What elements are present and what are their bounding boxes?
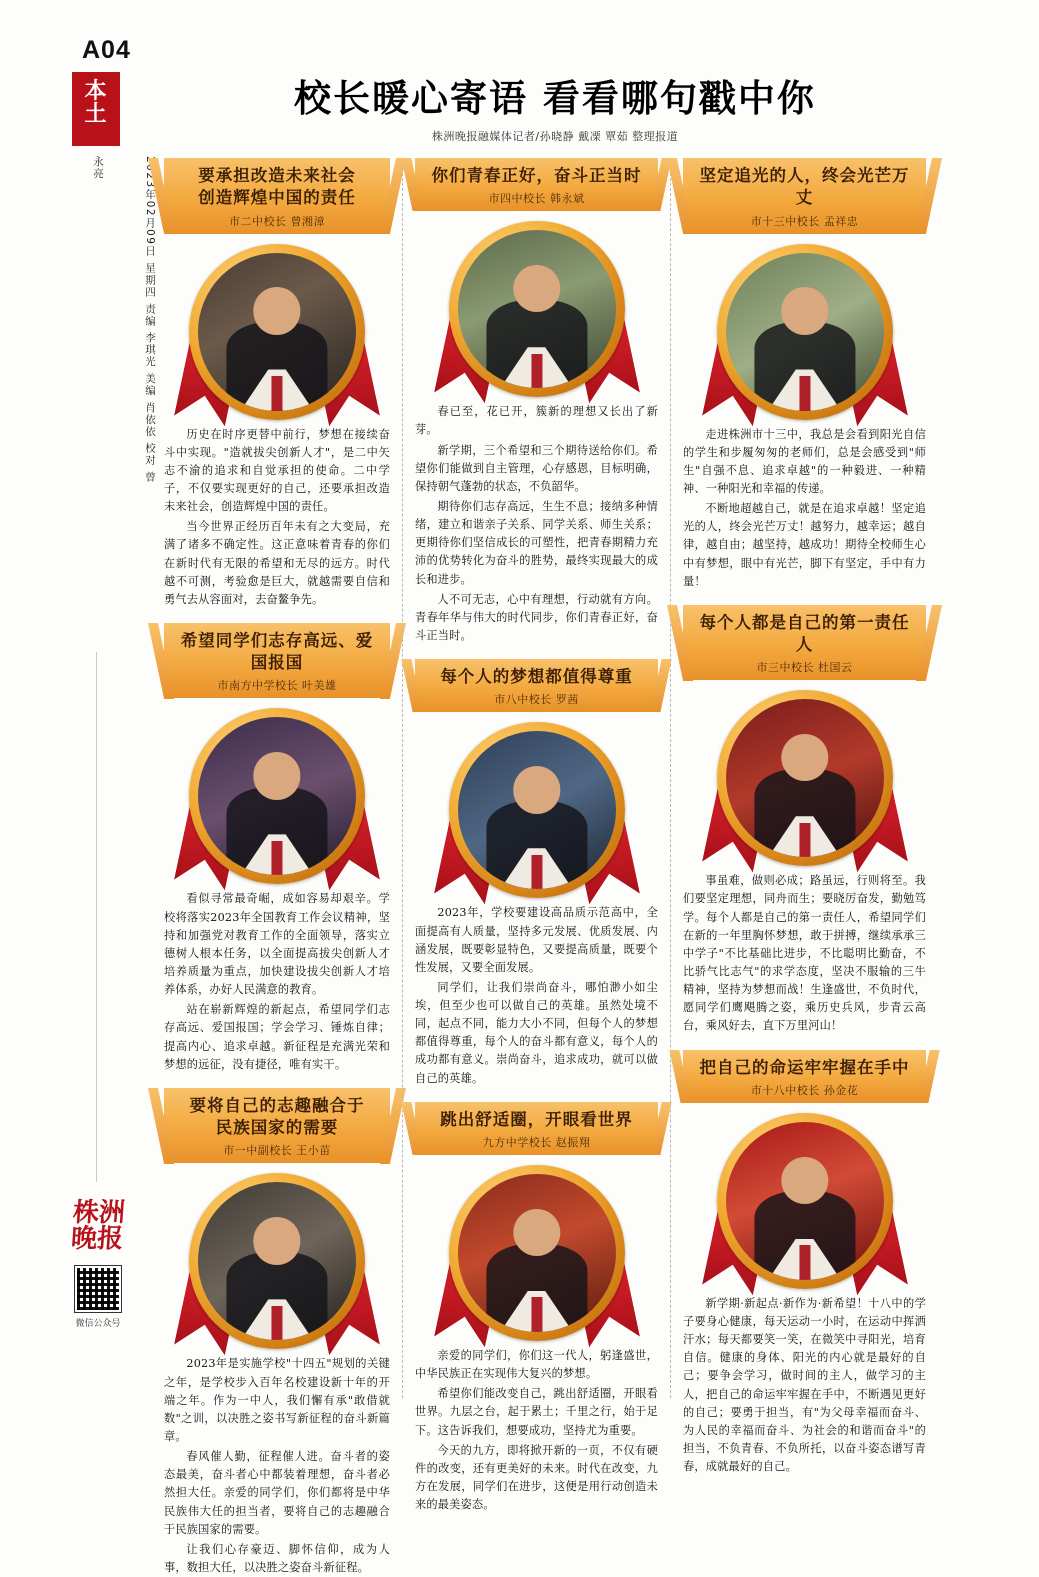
portrait-background: [198, 717, 356, 875]
article-title: 把自己的命运牢牢握在手中: [699, 1057, 910, 1077]
article-title: 要将自己的志趣融合于 民族国家的需要: [189, 1095, 365, 1138]
article-title: 每个人都是自己的第一责任人: [699, 612, 910, 655]
article-title-plate: [415, 158, 658, 211]
portrait-medal: [189, 244, 365, 420]
article-attribution: 市一中副校长 王小苗: [223, 1144, 331, 1158]
portrait-medal: [717, 690, 893, 866]
article-attribution: 市十三中校长 孟祥忠: [750, 214, 859, 228]
portrait-medal: [189, 1173, 365, 1349]
article-title: 每个人的梦想都值得尊重: [440, 667, 633, 687]
portrait-medal: [717, 244, 893, 420]
medal-ring: [717, 244, 893, 420]
article-block: [164, 623, 390, 1074]
article-paragraph: 站在崭新辉煌的新起点，希望同学们志存高远、爱国报国；学会学习、锤炼自律；提高内心、追求卓越。新征程是充满光荣和梦想的远征，没有捷径，唯有实干。: [164, 1003, 390, 1071]
medal-ring: [717, 690, 893, 866]
article-title-plate: [164, 1088, 390, 1164]
masthead-logo: 株洲晚报: [70, 1198, 126, 1254]
page-title: 校长暖心寄语 看看哪句戳中你: [294, 76, 816, 120]
portrait-background: [726, 1122, 884, 1280]
principal-portrait: [198, 253, 356, 411]
article-paragraph: 同学们，让我们崇尚奋斗，哪怕渺小如尘埃，但至少也可以做自己的英雄。虽然处境不同，起点不同，能力大小不同，但每个人的梦想都值得尊重，每个人的奋斗都有意义，每个人的成功都有意义。崇尚奋斗，追求成功，就可以做自己的英雄。: [415, 980, 658, 1085]
article-body: [164, 426, 390, 609]
portrait-background: [726, 699, 884, 857]
principal-portrait: [458, 1174, 616, 1332]
publication-date: 2023年02月09日 星期四 责编 李琪光 美编 肖依依 校对 曾永亮: [92, 156, 156, 484]
article-title: 坚定追光的人，终会光芒万丈: [699, 166, 910, 208]
medal-ring: [449, 722, 625, 898]
article-paragraph: 历史在时序更替中前行，梦想在接续奋斗中实现。"造就拔尖创新人才"，是二中矢志不渝的追求和自觉承担的使命。二中学子，不仅要实现更好的自己，还要承担改造未来社会，创造辉煌中国的责任。: [164, 427, 390, 514]
section-banner-char-1: 本: [84, 79, 108, 104]
principal-portrait: [726, 699, 884, 857]
article-body: [164, 1355, 390, 1577]
portrait-tie: [799, 1245, 810, 1280]
article-paragraph: 2023年，学校要建设高品质示范高中，全面提高有人质量，坚持多元发展、优质发展、内涵发展，既要彰显特色，又要提高质量，既要个性发展，又要全面发展。: [415, 906, 658, 974]
portrait-tie: [799, 823, 810, 858]
article-paragraph: 2023年是实施学校"十四五"规划的关键之年，是学校步入百年名校建设新十年的开端之年。作为一中人，我们懈有承"敢借就数"之训，以决胜之姿书写新征程的奋斗新篇章。: [164, 1357, 390, 1443]
portrait-tie: [271, 1306, 282, 1341]
article-paragraph: 事虽难，做则必成；路虽远，行则将至。我们要坚定理想，同舟而生；要晓厉奋发，勤勉笃学。每个人都是自己的第一责任人，希望同学们在新的一年里胸怀梦想，敢于拼搏，继续承承三中学子"不比基础比进步，不比聪明比勤奋，不比骄气比志气"的求学态度，坚决不服输的三牛精神，坚持为梦想而战！生逢盛世，不负时代，愿同学们鹰飓腾之姿，乘历史兵风，步青云高台，乘风好去，直下万里河山！: [683, 874, 926, 1033]
article-attribution: 九方中学校长 赵振翔: [482, 1136, 591, 1150]
article-block: [683, 1050, 926, 1477]
article-paragraph: 新学期，三个希望和三个期待送给你们。希望你们能做到自主管理，心存感恩，目标明确，保持朝气蓬勃的状态，不负韶华。: [415, 443, 658, 493]
article-paragraph: 期待你们志存高远，生生不息；接纳多种情绪，建立和谐亲子关系、同学关系、师生关系；更期待你们坚信成长的可塑性，把青春期精力充沛的优势转化为奋斗的胜势，最终实现最大的成长和进步。: [415, 499, 658, 586]
column-3: [670, 158, 938, 1474]
article-attribution: 市十八中校长 孙金花: [750, 1083, 859, 1097]
article-block: [415, 158, 658, 645]
column-1: [152, 158, 402, 1574]
portrait-medal: [717, 1113, 893, 1289]
article-title-plate: [415, 659, 658, 712]
medal-ring: [717, 1113, 893, 1289]
medal-ring: [449, 221, 625, 397]
article-title-plate: [164, 158, 390, 234]
medal-ring: [189, 244, 365, 420]
portrait-tie: [531, 855, 542, 890]
article-attribution: 市二中校长 曾湘漳: [229, 214, 325, 228]
byline: 株洲晚报融媒体记者/孙晓静 戴凓 覃茹 整理报道: [431, 130, 679, 143]
article-block: [683, 605, 926, 1036]
article-paragraph: 希望你们能改变自己，跳出舒适圈，开眼看世界。九层之台，起于累土；千里之行，始于足下。这告诉我们，想要成功，坚持尤为重要。: [415, 1387, 658, 1437]
portrait-background: [458, 731, 616, 889]
portrait-background: [458, 230, 616, 388]
article-body: [683, 1295, 926, 1476]
portrait-background: [458, 1174, 616, 1332]
article-attribution: 市三中校长 杜国云: [756, 661, 853, 675]
article-title-plate: [683, 605, 926, 681]
section-banner-char-2: 土: [84, 102, 108, 128]
article-title-plate: [164, 623, 390, 699]
article-paragraph: 让我们心存豪迈、脚怀信仰，成为人事，数担大任，以决胜之姿奋斗新征程。: [164, 1542, 390, 1574]
article-columns: [152, 158, 970, 1574]
principal-portrait: [198, 717, 356, 875]
article-attribution: 市八中校长 罗茜: [494, 693, 579, 707]
portrait-background: [198, 253, 356, 411]
portrait-tie: [271, 841, 282, 876]
article-title: 跳出舒适圈，开眼看世界: [440, 1109, 633, 1129]
portrait-medal: [449, 1165, 625, 1341]
principal-portrait: [458, 230, 616, 388]
article-body: [683, 426, 926, 591]
principal-portrait: [198, 1182, 356, 1340]
article-paragraph: 今天的九方，即将掀开新的一页，不仅有硬件的改变，还有更美好的未来。时代在改变，九方在发展，同学们在进步，这便是用行动创造未来的最美姿态。: [415, 1443, 658, 1512]
article-block: [164, 1088, 390, 1577]
article-title-plate: [683, 158, 926, 234]
article-attribution: 市南方中学校长 叶美雄: [217, 679, 337, 693]
article-paragraph: 春风催人勤，征程催人进。奋斗者的姿态最美，奋斗者心中都装着理想，奋斗者必然担大任。亲爱的同学们，你们都将是中华民族伟大任的担当者，要将自己的志趣融合于民族国家的需要。: [164, 1450, 390, 1536]
article-block: [164, 158, 390, 609]
article-body: [415, 1347, 658, 1514]
portrait-background: [726, 253, 884, 411]
portrait-background: [198, 1182, 356, 1340]
article-attribution: 市四中校长 韩永斌: [488, 192, 585, 206]
portrait-tie: [531, 354, 542, 389]
article-paragraph: 人不可无志，心中有理想，行动就有方向。青春年华与伟大的时代同步，你们青春正好，奋斗正当时。: [415, 592, 658, 642]
article-block: [415, 1102, 658, 1515]
portrait-tie: [799, 376, 810, 411]
medal-ring: [449, 1165, 625, 1341]
portrait-medal: [189, 708, 365, 884]
principal-portrait: [726, 253, 884, 411]
article-paragraph: 当今世界正经历百年未有之大变局，充满了诸多不确定性。这正意味着青春的你们在新时代有无限的希望和无尽的远方。时代越不可测，考验愈是巨大，就越需要自信和勇气去从容面对，去奋鳌争先。: [164, 520, 390, 606]
qr-code-icon[interactable]: [75, 1266, 121, 1312]
page-number: A04: [82, 36, 131, 64]
article-title-plate: [415, 1102, 658, 1155]
article-paragraph: 看似寻常最奇崛，成如容易却艰辛。学校将落实2023年全国教育工作会议精神，坚持和加强党对教育工作的全面领导，落实立德树人根本任务，以全面提高拔尖创新人才培养质量为重点，加快建设拔尖创新人才培养体系，办好人民满意的教育。: [164, 892, 390, 997]
article-title-plate: [683, 1050, 926, 1103]
article-paragraph: 亲爱的同学们，你们这一代人，躬逢盛世，中华民族正在实现伟大复兴的梦想。: [415, 1349, 658, 1381]
column-2: [402, 158, 670, 1512]
principal-portrait: [726, 1122, 884, 1280]
principal-portrait: [458, 731, 616, 889]
article-body: [415, 904, 658, 1087]
article-paragraph: 不断地超越自己，就是在追求卓越！坚定追光的人，终会光芒万丈！越努力，越幸运；越自律，越自由；越坚持，越成功！期待全校师生心中有梦想，眼中有光芒，脚下有坚定，手中有力量！: [683, 502, 926, 588]
medal-ring: [189, 708, 365, 884]
article-body: [683, 872, 926, 1035]
article-title: 希望同学们志存高远、爱国报国: [180, 630, 374, 673]
left-rail: [72, 72, 156, 1372]
qr-caption: 微信公众号: [75, 1319, 121, 1329]
article-body: [415, 403, 658, 645]
masthead: [62, 1200, 134, 1329]
article-title: 要承担改造未来社会 创造辉煌中国的责任: [198, 166, 356, 208]
article-body: [164, 890, 390, 1073]
article-block: [683, 158, 926, 591]
article-paragraph: 走进株洲市十三中，我总是会看到阳光自信的学生和步履匆匆的老师们，总是会感受到"师生"自强不息、追求卓越"的一种毅进、一种精神、一种阳光和幸福的传递。: [683, 427, 926, 495]
rail-divider: [96, 652, 97, 1182]
portrait-tie: [271, 376, 282, 411]
article-paragraph: 新学期·新起点·新作为·新希望！十八中的学子要身心健康，每天运动一小时，在运动中挥洒汗水；每天都要笑一笑，在微笑中寻阳光，培育自信。健康的身体、阳光的内心就是最好的自己；要争会学习，做时间的主人，做学习的主人，把自己的命运牢牢握在手中，不断遇见更好的自己；要勇于担当，有"为父母幸福而奋斗、为人民的幸福而奋斗、为社会的和谐而奋斗"的担当，不负青春、不负所托，以奋斗姿态谱写青春，成就最好的自己。: [683, 1296, 926, 1474]
portrait-tie: [531, 1297, 542, 1332]
article-block: [415, 659, 658, 1088]
section-banner: [72, 72, 120, 146]
article-paragraph: 春已至，花已开，簇新的理想又长出了新芽。: [415, 405, 658, 437]
portrait-medal: [449, 722, 625, 898]
portrait-medal: [449, 221, 625, 397]
medal-ring: [189, 1173, 365, 1349]
article-title: 你们青春正好，奋斗正当时: [431, 166, 642, 185]
